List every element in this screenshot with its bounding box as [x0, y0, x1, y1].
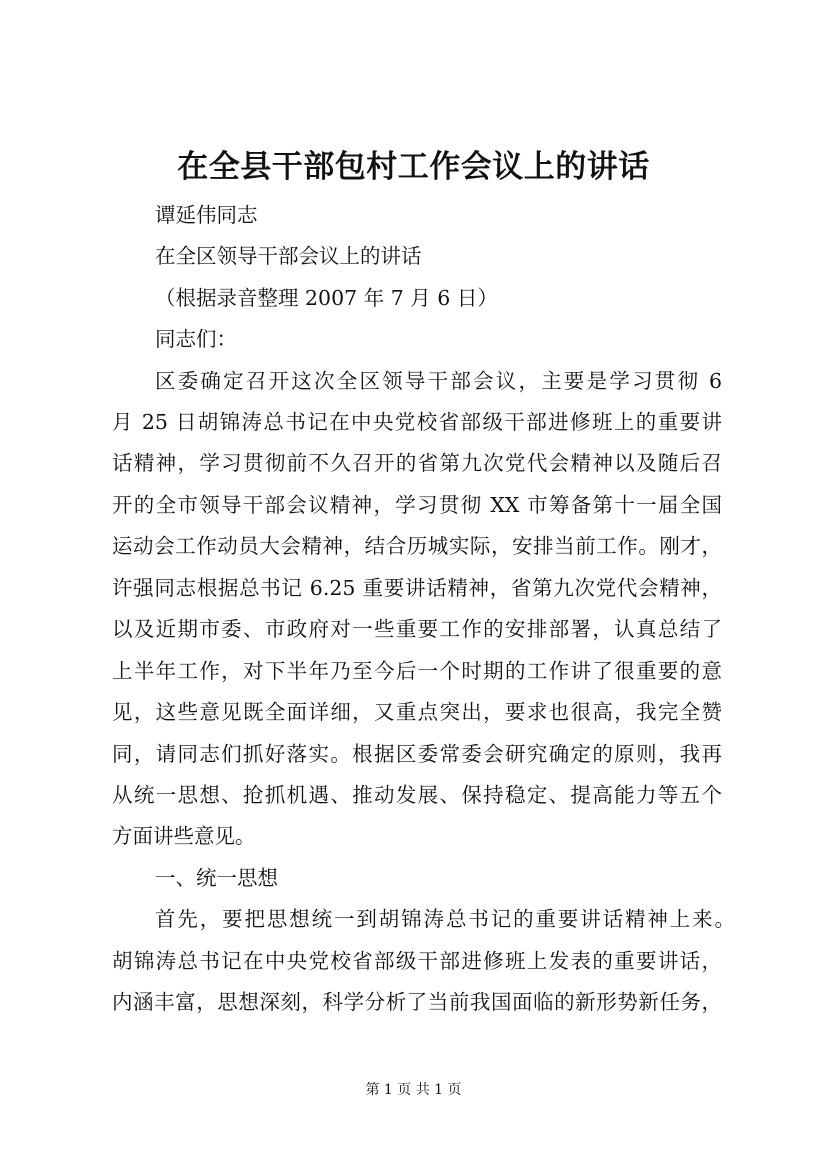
salutation: 同志们：: [155, 327, 237, 351]
section-heading: 一、统一思想: [155, 866, 278, 890]
paragraph-line: 内涵丰富，思想深刻，科学分析了当前我国面临的新形势新任务，: [112, 990, 722, 1014]
paragraph-line: 许强同志根据总书记 6.25 重要讲话精神，省第九次党代会精神，: [112, 576, 722, 600]
paragraph-line: 以及近期市委、市政府对一些重要工作的安排部署，认真总结了: [112, 617, 722, 641]
note-line: （根据录音整理 2007 年 7 月 6 日）: [155, 286, 498, 310]
paragraph-line: 开的全市领导干部会议精神，学习贯彻 XX 市筹备第十一届全国: [112, 493, 722, 517]
paragraph-line: 同，请同志们抓好落实。根据区委常委会研究确定的原则，我再: [112, 742, 722, 766]
paragraph-line: 从统一思想、抢抓机遇、推动发展、保持稳定、提高能力等五个: [112, 783, 722, 807]
subtitle-line: 在全区领导干部会议上的讲话: [155, 244, 422, 268]
author-line: 谭延伟同志: [155, 203, 258, 227]
paragraph-line: 胡锦涛总书记在中央党校省部级干部进修班上发表的重要讲话，: [112, 949, 722, 973]
page-number-footer: 第 1 页 共 1 页: [365, 1082, 462, 1098]
paragraph-line: 区委确定召开这次全区领导干部会议，主要是学习贯彻 6: [155, 369, 722, 393]
paragraph-line: 上半年工作，对下半年乃至今后一个时期的工作讲了很重要的意: [112, 659, 722, 683]
paragraph-line: 首先，要把思想统一到胡锦涛总书记的重要讲话精神上来。: [155, 907, 735, 931]
paragraph-line: 运动会工作动员大会精神，结合历城实际，安排当前工作。刚才，: [112, 534, 722, 558]
paragraph-line: 话精神，学习贯彻前不久召开的省第九次党代会精神以及随后召: [112, 451, 722, 475]
paragraph-line: 方面讲些意见。: [112, 824, 256, 848]
paragraph-line: 见，这些意见既全面详细，又重点突出，要求也很高，我完全赞: [112, 700, 722, 724]
document-title: 在全县干部包村工作会议上的讲话: [177, 149, 650, 185]
paragraph-line: 月 25 日胡锦涛总书记在中央党校省部级干部进修班上的重要讲: [112, 410, 722, 434]
